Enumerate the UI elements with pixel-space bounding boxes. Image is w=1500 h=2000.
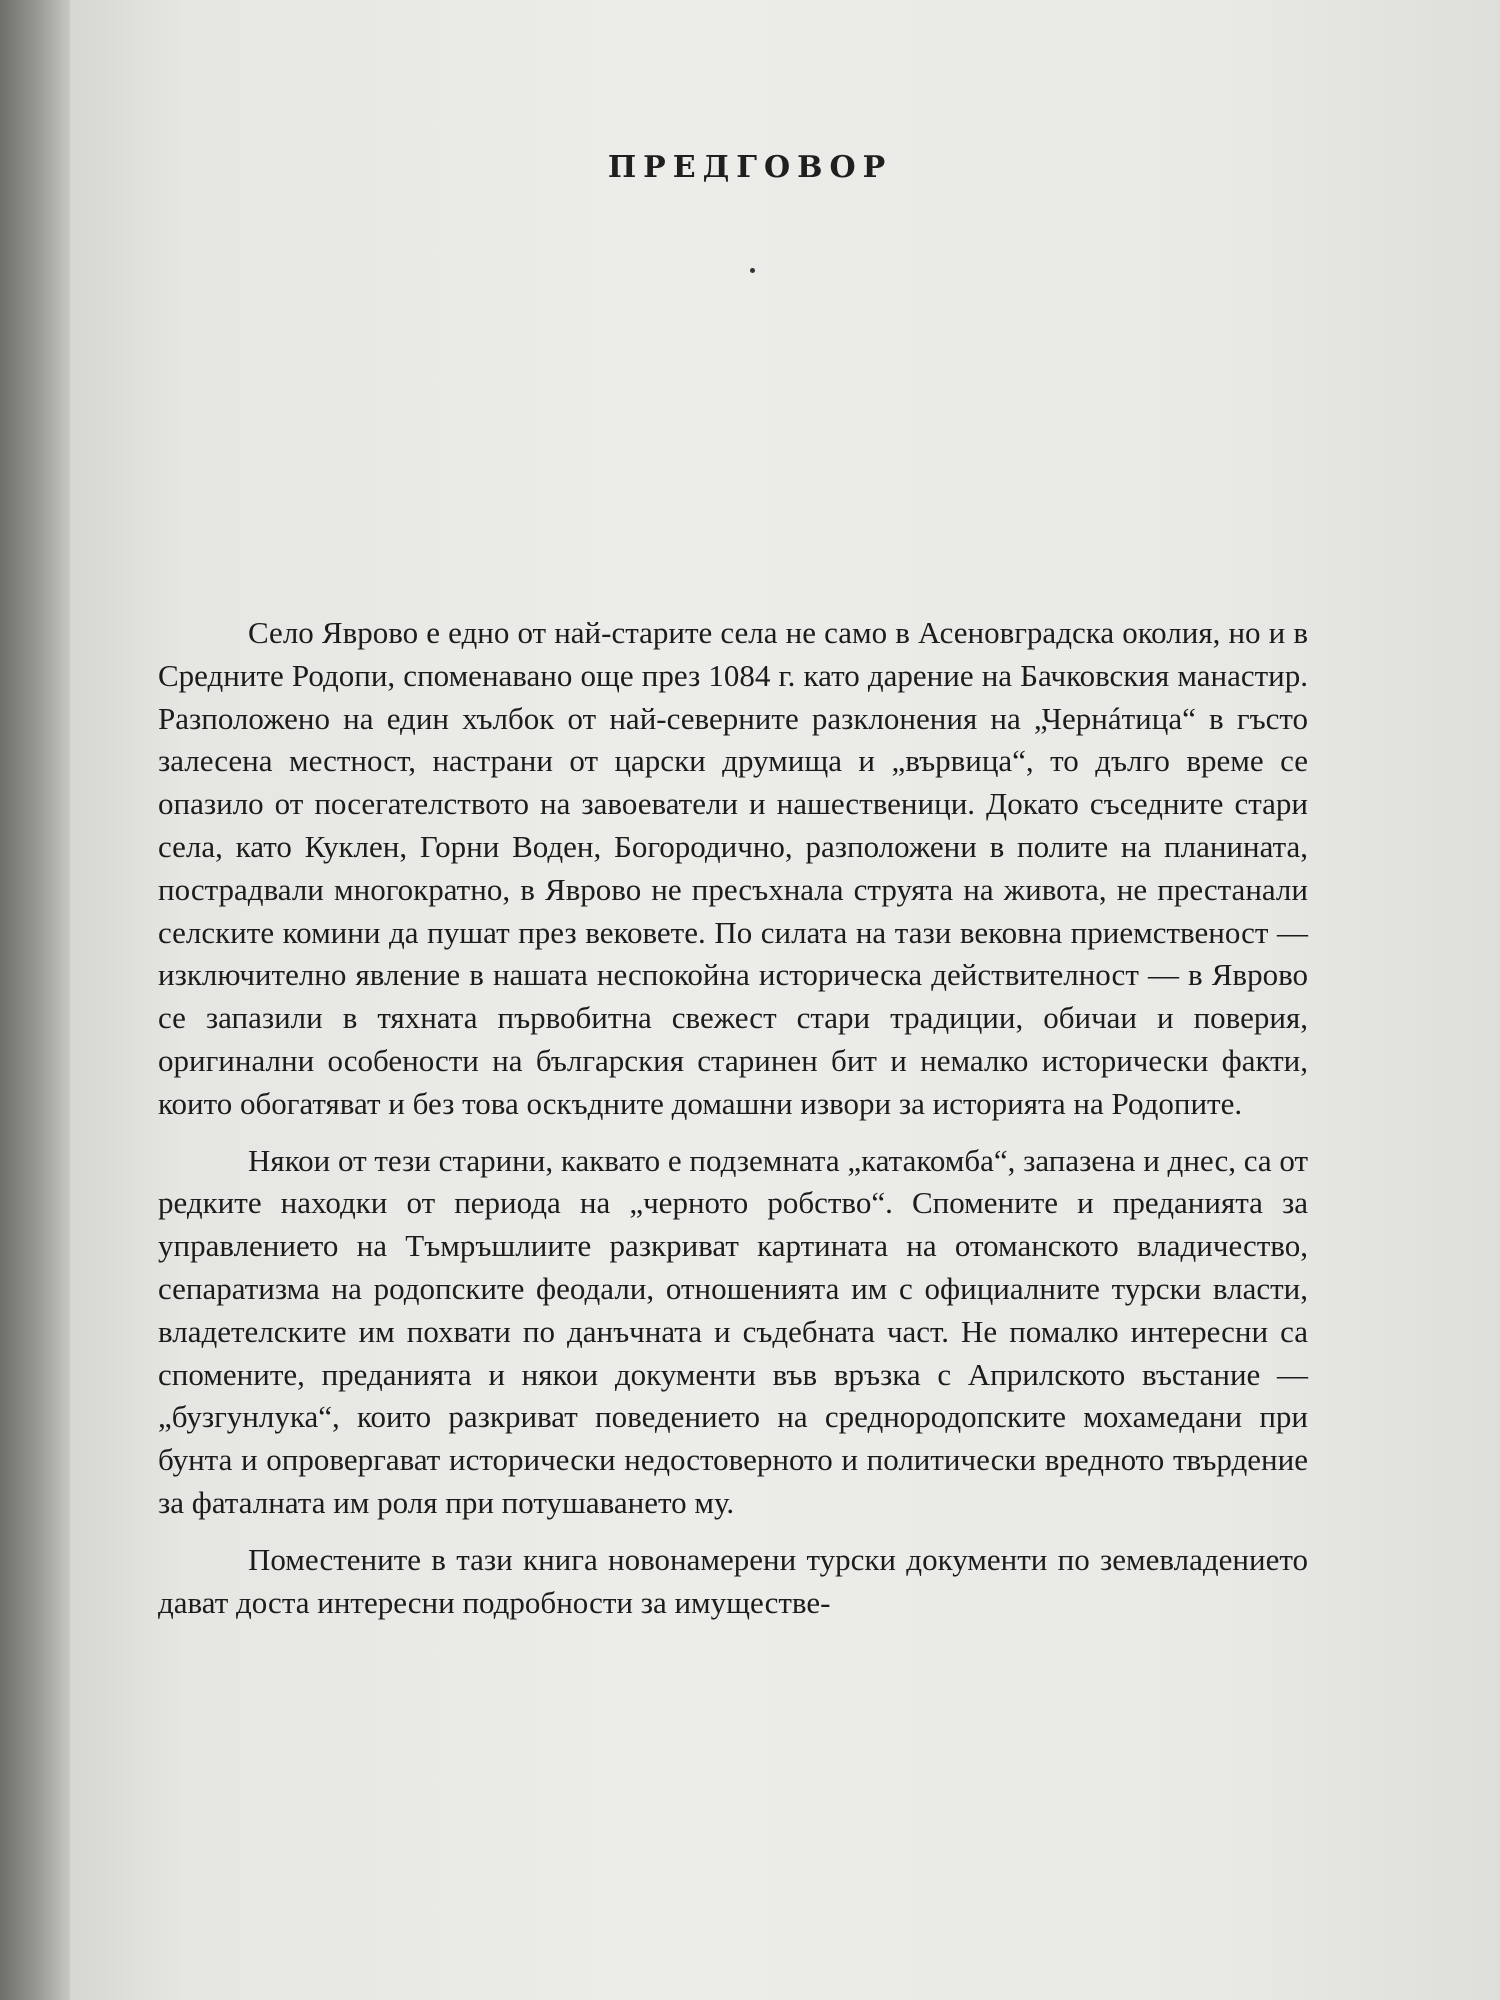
paragraph: Някои от тези старини, каквато е подземната „катакомба“, запазена и днес, са от редките находки от периода на „черното робство“. Спомените и преданията за управлението на Тъмръшлиите разкриват картината на отоманското владичество, сепаратизма на родопските феодали, отношенията им с официалните турски власти, владетелските им похвати по данъчната и съдебната част. Не помалко интересни са спомените, преданията и някои документи във връзка с Априлското въстание — „бузгунлука“, които разкриват поведението на среднородопските мохамедани при бунта и опровергават исторически недостоверното и политически вредното твърдение за фаталната им роля при потушаването му. <box>158 1142 1308 1520</box>
body-text <box>158 612 1308 1638</box>
paragraph: Поместените в тази книга новонамерени турски документи по земевладението дават доста интересни подробности за имуществе- <box>158 1541 1308 1620</box>
page-title: ПРЕДГОВОР <box>607 150 893 185</box>
book-gutter <box>0 0 70 2000</box>
paragraph: Село Яврово е едно от най-старите села не само в Асеновградска околия, но и в Средните Родопи, споменавано още през 1084 г. като дарение на Бачковския манастир. Разположено на един хълбок от най-северните разклонения на „Чернáтица“ в гъсто залесена местност, настрани от царски друмища и „вървица“, то дълго време се опазило от посегателството на завоеватели и нашественици. Докато съседните стари села, като Куклен, Горни Воден, Богородично, разположени в полите на планината, пострадвали многократно, в Яврово не пресъхнала струята на живота, не престанали селските комини да пушат през вековете. По силата на тази вековна приемственост — изключително явление в нашата неспокойна историческа действителност — в Яврово се запазили в тяхната първобитна свежест стари традиции, обичаи и поверия, оригинални особености на българския старинен бит и немалко исторически факти, които обогатяват и без това оскъдните домашни извори за историята на Родопите. <box>158 615 1308 1121</box>
decorative-dot <box>750 268 755 273</box>
